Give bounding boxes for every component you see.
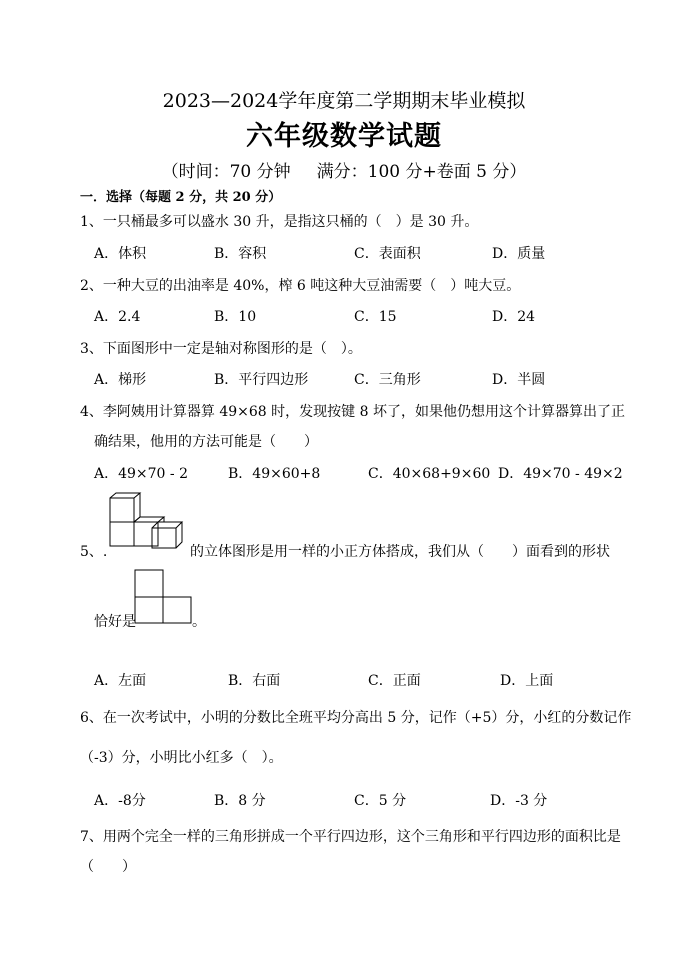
- section-title: 一．选择（每题 2 分，共 20 分）: [80, 190, 282, 205]
- question-7-line2: （ ）: [80, 859, 136, 875]
- q1-option-d: D．质量: [492, 246, 546, 262]
- question-1: 1、一只桶最多可以盛水 30 升，是指这只桶的（ ）是 30 升。: [80, 214, 479, 230]
- q2-option-b: B．10: [214, 309, 257, 325]
- question-6-line1: 6、在一次考试中，小明的分数比全班平均分高出 5 分，记作（+5）分，小红的分数记作: [80, 710, 632, 726]
- q2-option-c: C．15: [354, 309, 397, 325]
- question-5-line1: 的立体图形是用一样的小正方体搭成，我们从（ ）面看到的形状: [190, 544, 610, 560]
- q4-option-a: A．49×70 - 2: [94, 466, 189, 482]
- q1-option-a: A．体积: [94, 246, 147, 262]
- cube-stack-figure: [108, 492, 192, 552]
- question-4-line1: 4、李阿姨用计算器算 49×68 时，发现按键 8 坏了，如果他仍想用这个计算器算出了正: [80, 404, 625, 420]
- question-3: 3、下面图形中一定是轴对称图形的是（ ）。: [80, 341, 362, 357]
- q4-option-d: D．49×70 - 49×2: [498, 466, 623, 482]
- q6-option-c: C．5 分: [354, 793, 407, 809]
- q5-option-b: B．右面: [228, 673, 281, 689]
- q4-option-b: B．49×60+8: [228, 466, 321, 482]
- q1-option-b: B．容积: [214, 246, 267, 262]
- exam-info: [0, 157, 688, 182]
- page-title: 六年级数学试题: [246, 121, 442, 152]
- q3-option-b: B．平行四边形: [214, 372, 309, 388]
- q4-option-c: C．40×68+9×60: [368, 466, 491, 482]
- q2-option-a: A．2.4: [94, 309, 141, 325]
- q3-option-d: D．半圆: [492, 372, 546, 388]
- q2-option-d: D．24: [492, 309, 536, 325]
- question-5-line2b: 。: [192, 614, 206, 630]
- question-5-prefix: 5、.: [80, 544, 108, 560]
- question-2: 2、一种大豆的出油率是 40%，榨 6 吨这种大豆油需要（ ）吨大豆。: [80, 278, 521, 294]
- q3-option-a: A．梯形: [94, 372, 147, 388]
- view-shape-figure: [134, 569, 194, 625]
- exam-time: （时间：70 分钟: [161, 162, 291, 182]
- q5-option-a: A．左面: [94, 673, 147, 689]
- question-6-line2: （-3）分，小明比小红多（ ）。: [80, 750, 283, 766]
- question-4-line2: 确结果，他用的方法可能是（ ）: [94, 434, 318, 450]
- q5-option-c: C．正面: [368, 673, 421, 689]
- exam-score: 满分：100 分+卷面 5 分）: [316, 162, 527, 182]
- q6-option-a: A．-8分: [94, 793, 146, 809]
- question-5-line2a: 恰好是: [94, 614, 136, 630]
- q3-option-c: C．三角形: [354, 372, 421, 388]
- q1-option-c: C．表面积: [354, 246, 421, 262]
- title-line1: 2023—2024学年度第二学期期末毕业模拟: [162, 90, 526, 112]
- question-7-line1: 7、用两个完全一样的三角形拼成一个平行四边形，这个三角形和平行四边形的面积比是: [80, 829, 621, 845]
- q6-option-d: D．-3 分: [490, 793, 548, 809]
- q5-option-d: D．上面: [500, 673, 554, 689]
- q6-option-b: B．8 分: [214, 793, 266, 809]
